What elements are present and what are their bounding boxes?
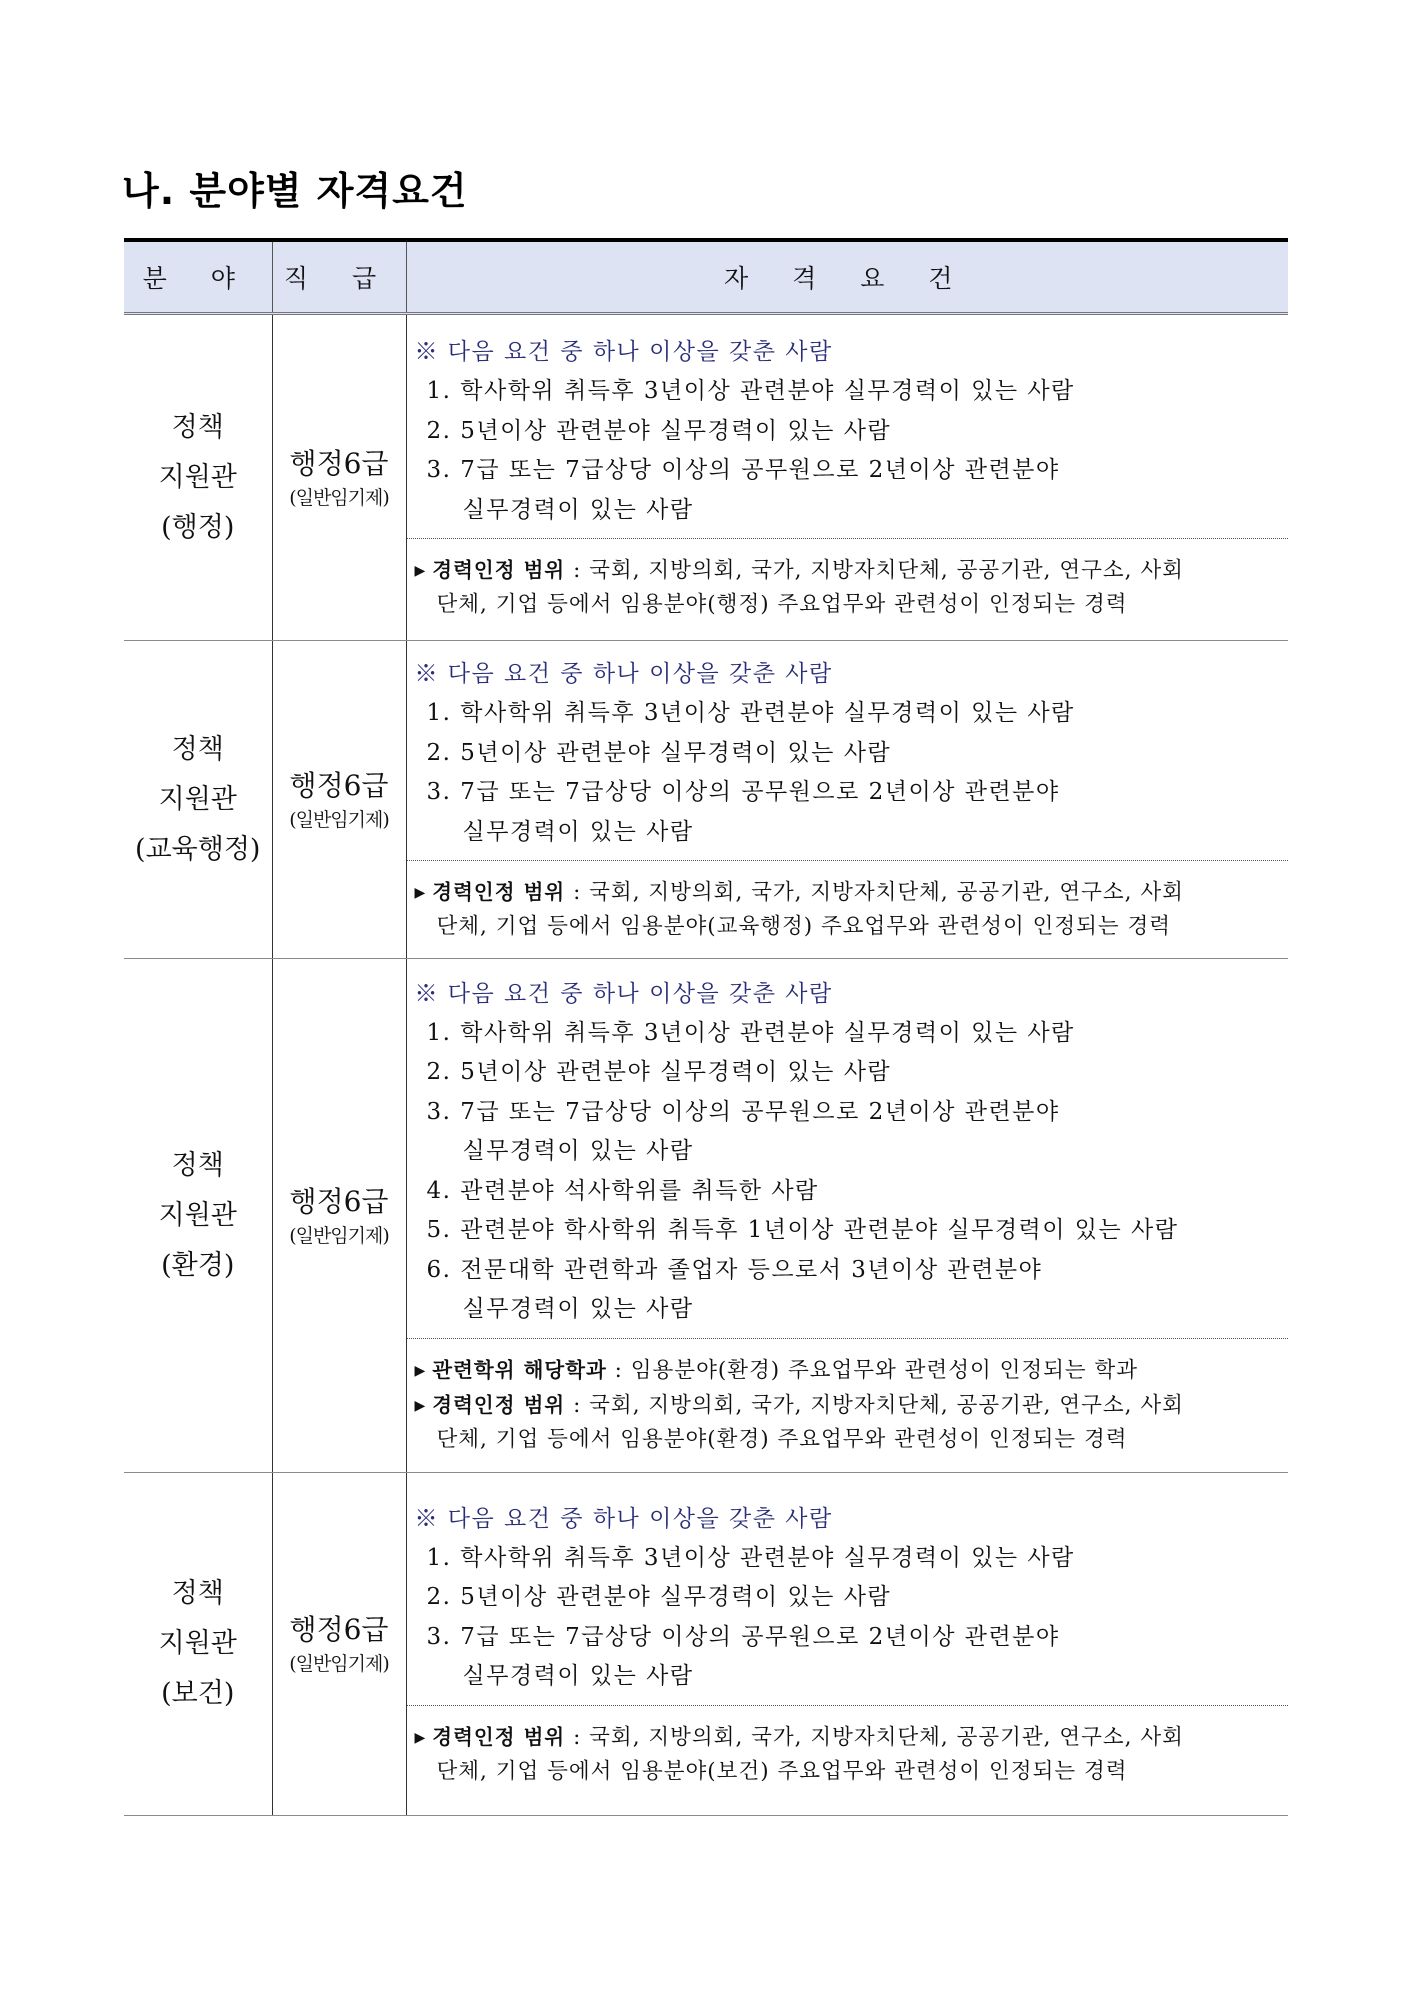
field-cell [124,641,272,959]
experience-scope [407,860,1289,954]
grade-cell [272,314,406,641]
header-requirements: 자 격 요 건 [406,240,1288,314]
section-title: 나. 분야별 자격요건 [122,169,468,213]
requirements-list [407,1490,1289,1705]
triangle-bullet-icon: ▶ [414,563,427,579]
triangle-bullet-icon: ▶ [414,1729,427,1746]
table-header-row [124,240,1288,314]
field-line: (보건) [161,1678,235,1709]
requirements-cell [406,314,1288,641]
field-line: 정책 [171,411,224,443]
grade-label: 행정6급 [289,1613,389,1646]
header-field: 분 야 [124,240,272,314]
experience-scope [407,1705,1289,1799]
table-row [124,314,1288,641]
grade-type: (일반임기제) [289,808,389,831]
field-line: (교육행정) [135,833,261,865]
grade-type: (일반임기제) [289,1224,389,1247]
requirement-item: 3. 7급 또는 7급상당 이상의 공무원으로 2년이상 관련분야 실무경력이 있는 사람 [426,1623,1060,1689]
requirements-cell [406,641,1288,959]
grade-label: 행정6급 [289,1184,389,1218]
requirement-item: 1. 학사학위 취득후 3년이상 관련분야 실무경력이 있는 사람 [426,700,1075,726]
grade-label: 행정6급 [289,446,389,480]
grade-type: (일반임기제) [289,1653,389,1675]
requirement-item: 3. 7급 또는 7급상당 이상의 공무원으로 2년이상 관련분야 실무경력이 있는 사람 [426,457,1060,523]
field-line: 지원관 [158,783,237,815]
bullet-item: ▶ 경력인정 범위 : 국회, 지방의회, 국가, 지방자치단체, 공공기관, 연구소, 사회 단체, 기업 등에서 임용분야(행정) 주요업무와 관련성이 인정되는 경력 [414,558,1184,617]
requirement-note: ※ 다음 요건 중 하나 이상을 갖춘 사람 [414,1505,833,1532]
requirement-item: 2. 5년이상 관련분야 실무경력이 있는 사람 [426,1584,892,1610]
table-row [124,959,1288,1473]
grade-type: (일반임기제) [289,486,389,509]
requirements-list [407,645,1289,860]
requirement-item: 1. 학사학위 취득후 3년이상 관련분야 실무경력이 있는 사람 [426,1544,1075,1571]
requirements-cell [406,1473,1288,1816]
table-row [124,641,1288,959]
requirement-note: ※ 다음 요건 중 하나 이상을 갖춘 사람 [414,339,833,365]
field-line: 정책 [171,733,224,765]
field-line: (행정) [161,511,235,543]
requirement-item: 2. 5년이상 관련분야 실무경력이 있는 사람 [426,417,892,444]
field-line: 지원관 [158,1199,237,1231]
requirement-item: 3. 7급 또는 7급상당 이상의 공무원으로 2년이상 관련분야 실무경력이 있는 사람 [426,1098,1060,1164]
requirements-list [407,965,1289,1338]
bullet-item: ▶ 경력인정 범위 : 국회, 지방의회, 국가, 지방자치단체, 공공기관, 연구소, 사회 단체, 기업 등에서 임용분야(교육행정) 주요업무와 관련성이 인정되는 경력 [414,880,1184,939]
field-cell [124,959,272,1473]
requirement-item: 2. 5년이상 관련분야 실무경력이 있는 사람 [426,1059,892,1085]
requirement-item: 6. 전문대학 관련학과 졸업자 등으로서 3년이상 관련분야 실무경력이 있는 사람 [426,1256,1043,1322]
triangle-bullet-icon: ▶ [414,885,427,901]
field-line: (환경) [161,1249,235,1281]
bullet-item: ▶ 경력인정 범위 : 국회, 지방의회, 국가, 지방자치단체, 공공기관, 연구소, 사회 단체, 기업 등에서 임용분야(환경) 주요업무와 관련성이 인정되는 경력 [414,1392,1184,1452]
grade-label: 행정6급 [289,768,389,802]
table-row [124,1473,1288,1816]
requirement-item: 1. 학사학위 취득후 3년이상 관련분야 실무경력이 있는 사람 [426,378,1075,404]
header-grade: 직 급 [272,240,406,314]
requirement-item: 4. 관련분야 석사학위를 취득한 사람 [426,1177,819,1204]
field-line: 지원관 [158,1628,237,1659]
field-cell [124,314,272,641]
requirement-item: 5. 관련분야 학사학위 취득후 1년이상 관련분야 실무경력이 있는 사람 [426,1217,1179,1243]
grade-cell [272,641,406,959]
experience-scope [407,1338,1289,1467]
requirement-note: ※ 다음 요건 중 하나 이상을 갖춘 사람 [414,661,833,687]
field-line: 정책 [171,1578,224,1609]
triangle-bullet-icon: ▶ [414,1397,427,1414]
grade-cell [272,1473,406,1816]
field-line: 지원관 [158,461,237,493]
requirement-item: 2. 5년이상 관련분야 실무경력이 있는 사람 [426,739,892,766]
requirements-list [407,323,1289,538]
requirement-note: ※ 다음 요건 중 하나 이상을 갖춘 사람 [414,980,833,1007]
bullet-item: ▶ 관련학위 해당학과 : 임용분야(환경) 주요업무와 관련성이 인정되는 학과 [414,1357,1139,1383]
grade-cell [272,959,406,1473]
requirements-cell [406,959,1288,1473]
field-line: 정책 [171,1149,224,1181]
requirement-item: 1. 학사학위 취득후 3년이상 관련분야 실무경력이 있는 사람 [426,1019,1075,1046]
requirements-table [124,238,1288,1816]
field-cell [124,1473,272,1816]
experience-scope [407,538,1289,632]
requirement-item: 3. 7급 또는 7급상당 이상의 공무원으로 2년이상 관련분야 실무경력이 있는 사람 [426,779,1060,845]
bullet-item: ▶ 경력인정 범위 : 국회, 지방의회, 국가, 지방자치단체, 공공기관, 연구소, 사회 단체, 기업 등에서 임용분야(보건) 주요업무와 관련성이 인정되는 경력 [414,1724,1184,1784]
triangle-bullet-icon: ▶ [414,1362,427,1379]
